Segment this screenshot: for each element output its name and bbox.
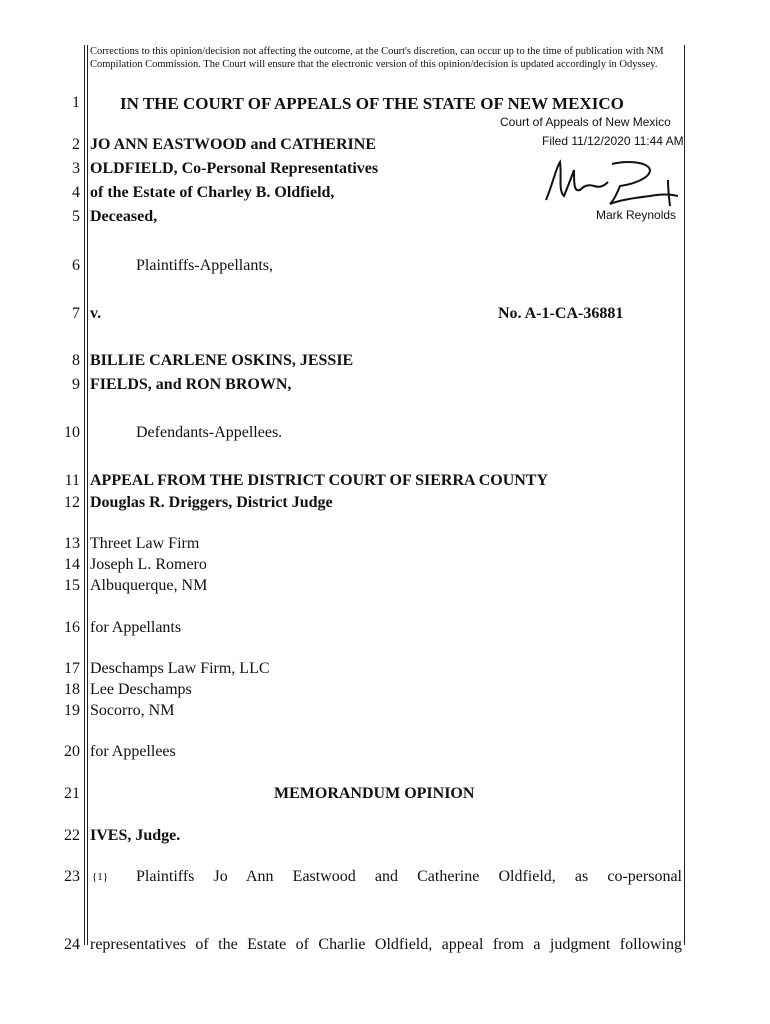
plaintiff-line: OLDFIELD, Co-Personal Representatives: [90, 160, 379, 177]
line-number: 22: [64, 827, 80, 844]
plaintiff-line: Deceased,: [90, 208, 158, 225]
clerk-signature: [538, 156, 683, 208]
stamp-clerk: Mark Reynolds: [596, 208, 677, 222]
line-number: 3: [72, 160, 80, 177]
for-appellants: for Appellants: [90, 619, 182, 636]
plaintiff-line: JO ANN EASTWOOD and CATHERINE: [90, 136, 376, 153]
corrections-notice: Corrections to this opinion/decision not affecting the outcome, at the Court's discretion, can occur up to the time of publication with NM Compilation Commission. The Court will ensure that the electronic version of this opinion/decision is updated accordingly in Odyssey.: [90, 46, 664, 70]
versus: v.: [90, 305, 102, 322]
left-margin-rule-inner: [87, 45, 88, 945]
line-number: 14: [64, 556, 80, 573]
appellant-counsel-line: Albuquerque, NM: [90, 577, 208, 594]
left-margin-rule: [84, 45, 85, 945]
appellant-counsel-line: Threet Law Firm: [90, 535, 200, 552]
line-number: 13: [64, 535, 80, 552]
line-number: 18: [64, 681, 80, 698]
appellee-counsel-line: Deschamps Law Firm, LLC: [90, 660, 270, 677]
appellant-counsel-line: Joseph L. Romero: [90, 556, 207, 573]
appellee-counsel-line: Lee Deschamps: [90, 681, 192, 698]
stamp-filed: Filed 11/12/2020 11:44 AM: [542, 134, 684, 148]
body-line: representatives of the Estate of Charlie Oldfield, appeal from a judgment following: [90, 936, 682, 953]
line-number: 16: [64, 619, 80, 636]
line-number: 11: [64, 472, 80, 489]
defendant-line: FIELDS, and RON BROWN,: [90, 376, 292, 393]
court-title: IN THE COURT OF APPEALS OF THE STATE OF NEW MEXICO: [120, 94, 624, 113]
line-number: 8: [72, 352, 80, 369]
defendant-line: BILLIE CARLENE OSKINS, JESSIE: [90, 352, 354, 369]
line-number: 2: [72, 136, 80, 153]
author-line: IVES, Judge.: [90, 827, 181, 844]
plaintiff-role: Plaintiffs-Appellants,: [136, 257, 274, 274]
line-number: 12: [64, 494, 80, 511]
line-number: 21: [64, 785, 80, 802]
district-judge: Douglas R. Driggers, District Judge: [90, 494, 333, 511]
line-number: 10: [64, 424, 80, 441]
right-margin-rule: [684, 45, 685, 945]
line-number: 1: [72, 94, 80, 111]
case-number: No. A-1-CA-36881: [498, 305, 624, 322]
line-number: 9: [72, 376, 80, 393]
line-number: 20: [64, 743, 80, 760]
body-line: Plaintiffs Jo Ann Eastwood and Catherine Oldfield, as co-personal: [136, 868, 682, 885]
opinion-heading: MEMORANDUM OPINION: [274, 785, 475, 802]
line-number: 17: [64, 660, 80, 677]
plaintiff-line: of the Estate of Charley B. Oldfield,: [90, 184, 335, 201]
line-number: 6: [72, 257, 80, 274]
line-number: 15: [64, 577, 80, 594]
for-appellees: for Appellees: [90, 743, 176, 760]
appeal-court: APPEAL FROM THE DISTRICT COURT OF SIERRA COUNTY: [90, 472, 549, 489]
line-number: 24: [64, 936, 80, 953]
appellee-counsel-line: Socorro, NM: [90, 702, 175, 719]
paragraph-mark: {1}: [92, 871, 109, 883]
defendant-role: Defendants-Appellees.: [136, 424, 283, 441]
line-number: 23: [64, 868, 80, 885]
line-number: 19: [64, 702, 80, 719]
stamp-court: Court of Appeals of New Mexico: [500, 115, 671, 129]
line-number: 7: [72, 305, 80, 322]
line-number: 4: [72, 184, 80, 201]
line-number: 5: [72, 208, 80, 225]
